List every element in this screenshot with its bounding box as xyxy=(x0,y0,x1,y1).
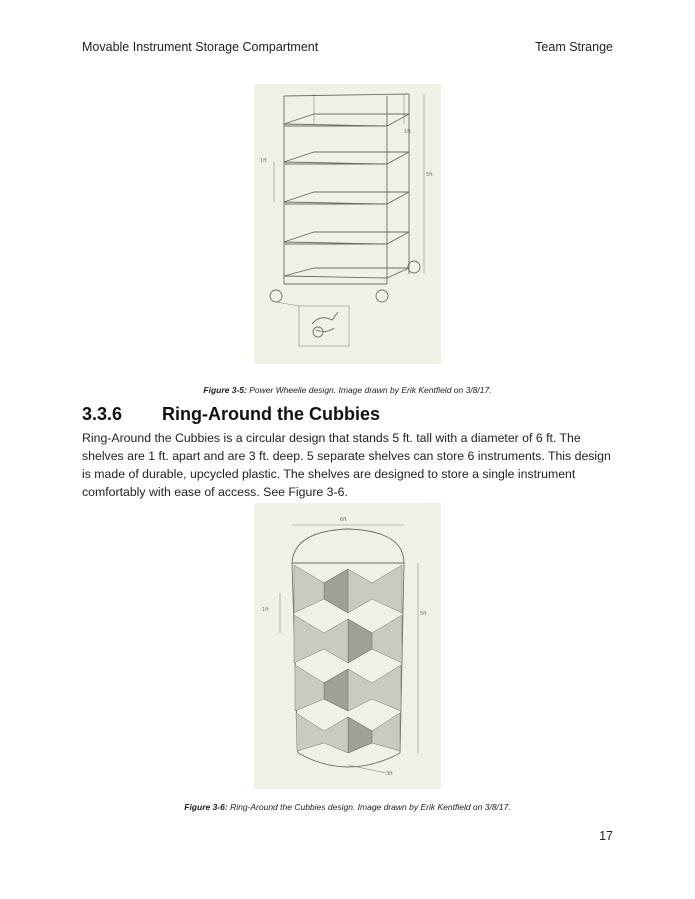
svg-text:5ft: 5ft xyxy=(426,172,433,178)
caster-wheels xyxy=(270,261,420,302)
svg-text:1ft: 1ft xyxy=(260,158,267,164)
shelf-lines xyxy=(284,114,409,284)
svg-text:6ft: 6ft xyxy=(340,517,347,523)
figure-3-6-label: Figure 3-6: xyxy=(184,802,228,812)
figure-3-5-text: Power Wheelie design. Image drawn by Erik Kentfield on 3/8/17. xyxy=(246,385,492,395)
power-wheelie-drawing xyxy=(254,84,441,364)
svg-text:3ft: 3ft xyxy=(386,771,393,777)
svg-text:5ft: 5ft xyxy=(420,611,427,617)
figure-ring-around-cubbies-sketch xyxy=(254,503,441,789)
cubby-shelves xyxy=(294,565,402,753)
section-number: 3.3.6 xyxy=(82,404,123,424)
section-heading xyxy=(82,404,380,425)
figure-3-5-caption xyxy=(82,385,613,395)
figure-power-wheelie-sketch xyxy=(254,84,441,364)
svg-text:1ft: 1ft xyxy=(404,129,411,135)
figure-3-6-text: Ring-Around the Cubbies design. Image drawn by Erik Kentfield on 3/8/17. xyxy=(227,802,511,812)
running-header-title: Movable Instrument Storage Compartment xyxy=(82,40,319,54)
section-body-paragraph: Ring-Around the Cubbies is a circular design that stands 5 ft. tall with a diameter of 6 ft. The shelves are 1 ft. apart and are 3 ft. deep. 5 separate shelves can store 6 instruments. This design is made of durable, upcycled plastic. The shelves are designed to store a single instrument comfortably with ease of access. See Figure 3-6. xyxy=(82,431,611,499)
page-number: 17 xyxy=(599,829,613,843)
figure-3-6-caption xyxy=(82,802,613,812)
figure-3-5-label: Figure 3-5: xyxy=(203,385,247,395)
ring-around-cubbies-drawing xyxy=(254,503,441,789)
section-title: Ring-Around the Cubbies xyxy=(162,404,380,424)
svg-text:1ft: 1ft xyxy=(262,607,269,613)
running-header-team: Team Strange xyxy=(535,40,613,54)
